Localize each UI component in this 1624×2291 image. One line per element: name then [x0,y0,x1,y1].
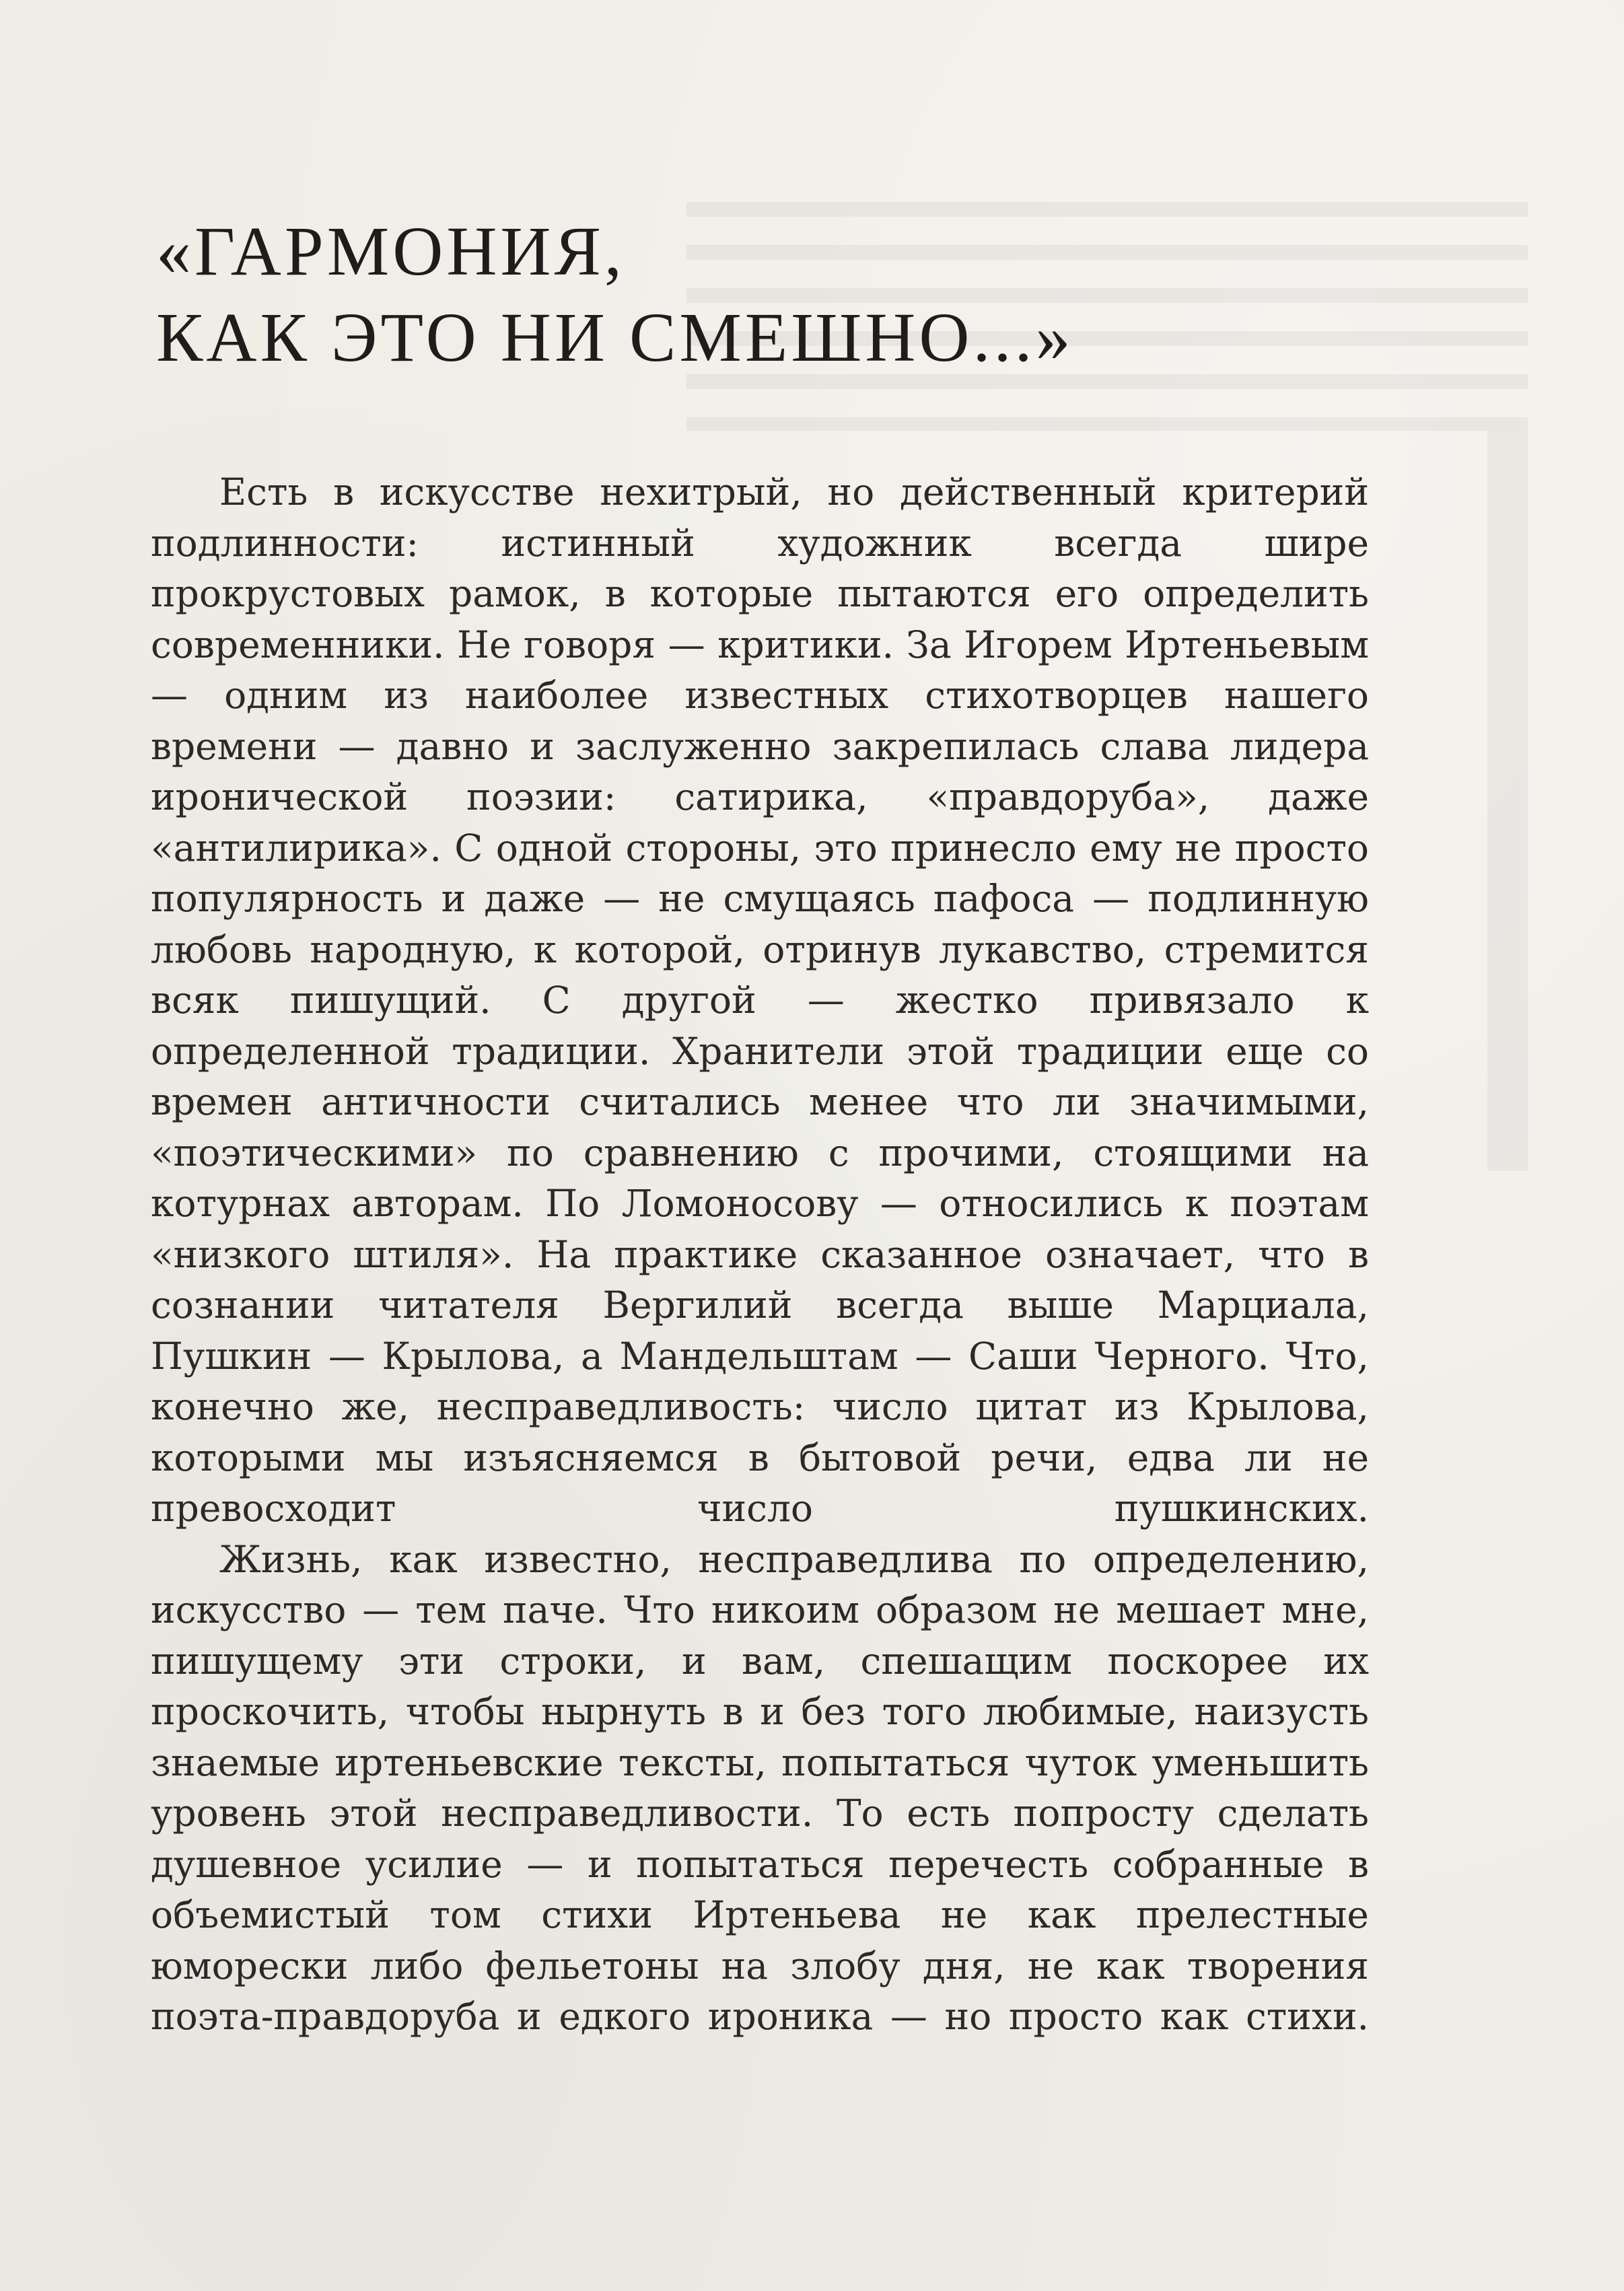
paragraph-2: Жизнь, как известно, несправедлива по определению, искусство — тем паче. Что никоим образом не мешает мне, пишущему эти строки, и вам, спешащим поскорее их проскочить, чтобы нырнуть в и без того любимые, наизусть знаемые иртеньевские тексты, попытаться чуток уменьшить уровень этой несправедливости. То есть попросту сделать душевное усилие — и попытаться перечесть собранные в объемистый том стихи Иртеньева не как прелестные юморески либо фельетоны на злобу дня, не как творения поэта-правдоруба и едкого ироника — но просто как стихи. [151,1537,1369,2038]
chapter-title-line-1: «ГАРМОНИЯ, [156,213,625,290]
chapter-title-line-2: КАК ЭТО НИ СМЕШНО...» [156,299,1074,376]
paragraph-1: Есть в искусстве нехитрый, но действенный критерий подлинности: истинный художник всегда шире прокрустовых рамок, в которые пытаются его определить современники. Не говоря — критики. За Игорем Иртеньевым — одним из наиболее известных стихотворцев нашего времени — давно и заслуженно закрепилась слава лидера иронической поэзии: сатирика, «правдоруба», даже «антилирика». С одной стороны, это принесло ему не просто популярность и даже — не смущаясь пафоса — подлинную любовь народную, к которой, отринув лукавство, стремится всяк пишущий. С другой — жестко привязало к определенной традиции. Хранители этой традиции еще со времен античности считались менее что ли значимыми, «поэтическими» по сравнению с прочими, стоящими на котурнах авторам. По Ломоносову — относились к поэтам «низкого штиля». На практике сказанное означает, что в сознании читателя Вергилий всегда выше Марциала, Пушкин — Крылова, а Мандельштам — Саши Черного. Что, конечно же, несправедливость: число цитат из Крылова, которыми мы изъясняемся в бытовой речи, едва ли не превосходит число пушкинских. [151,470,1369,1530]
body-text [151,467,1369,2043]
bleed-through-margin [1487,431,1528,1171]
chapter-title [156,209,1073,381]
